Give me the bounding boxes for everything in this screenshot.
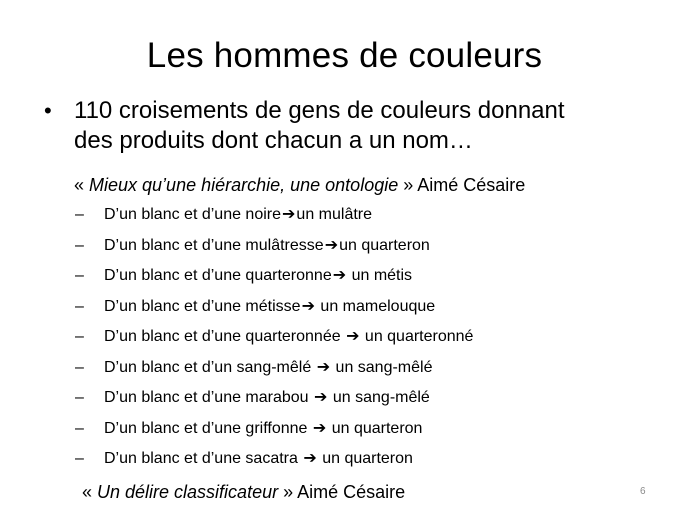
crossing-parents: D’un blanc et d’une sacatra — [104, 450, 303, 467]
arrow-right-icon: ➔ — [332, 267, 347, 284]
list-dash: – — [75, 389, 84, 406]
list-item — [75, 357, 675, 388]
arrow-right-icon: ➔ — [301, 297, 315, 315]
list-item-text — [104, 265, 412, 287]
crossing-result: un quarteronné — [360, 328, 474, 345]
arrow-right-icon: ➔ — [312, 419, 327, 437]
crossing-parents: D’un blanc et d’une mulâtresse — [104, 236, 324, 254]
list-item-text — [104, 418, 422, 440]
crossing-result: un sang-mêlé — [328, 389, 430, 406]
list-item — [75, 296, 675, 327]
quote-open: « — [74, 175, 90, 195]
list-dash: – — [75, 267, 84, 284]
quote-ontologie — [74, 173, 525, 197]
list-dash: – — [75, 236, 84, 254]
list-item-text — [104, 448, 413, 470]
quote-italic-text: Un délire classificateur — [97, 482, 279, 502]
list-item — [75, 448, 675, 479]
list-dash: – — [75, 297, 84, 315]
arrow-right-icon: ➔ — [314, 389, 328, 406]
crossing-parents: D’un blanc et d’un sang-mêlé — [104, 358, 316, 376]
crossing-parents: D’un blanc et d’une quarteronne — [104, 267, 332, 284]
list-dash: – — [75, 358, 84, 376]
list-dash: – — [75, 419, 84, 437]
list-item — [75, 387, 675, 418]
list-dash: – — [75, 450, 84, 467]
crossing-parents: D’un blanc et d’une quarteronnée — [104, 328, 346, 345]
quote-classificateur — [82, 480, 405, 504]
crossing-result: un quarteron — [317, 450, 413, 467]
crossing-result: un mamelouque — [315, 297, 436, 315]
crossing-result: un quarteron — [339, 236, 430, 254]
crossing-result: un métis — [347, 267, 413, 284]
list-dash: – — [75, 328, 84, 345]
main-bullet-line-2: des produits dont chacun a un nom… — [74, 127, 473, 154]
arrow-right-icon: ➔ — [282, 206, 296, 223]
crossing-list — [75, 204, 675, 479]
slide-title: Les hommes de couleurs — [146, 36, 543, 75]
crossing-result: un mulâtre — [296, 206, 373, 223]
list-dash: – — [75, 206, 84, 223]
list-item-text — [104, 357, 432, 379]
list-item-text — [104, 296, 435, 318]
list-item-text — [104, 326, 473, 348]
list-item — [75, 418, 675, 449]
quote-attribution: » Aimé Césaire — [278, 482, 406, 502]
crossing-result: un quarteron — [327, 419, 423, 437]
main-bullet-text — [74, 96, 674, 156]
arrow-right-icon: ➔ — [303, 450, 317, 467]
arrow-right-icon: ➔ — [316, 358, 331, 376]
list-item — [75, 204, 675, 235]
arrow-right-icon: ➔ — [324, 236, 339, 254]
quote-italic-text: Mieux qu’une hiérarchie, une ontologie — [89, 175, 399, 195]
crossing-parents: D’un blanc et d’une griffonne — [104, 419, 312, 437]
crossing-result: un sang-mêlé — [331, 358, 433, 376]
page-number: 6 — [640, 486, 646, 497]
list-item-text — [104, 387, 430, 409]
list-item — [75, 235, 675, 266]
list-item — [75, 265, 675, 296]
arrow-right-icon: ➔ — [346, 328, 360, 345]
main-bullet-line-1: 110 croisements de gens de couleurs donnant — [74, 97, 565, 124]
list-item-text — [104, 235, 430, 257]
list-item — [75, 326, 675, 357]
crossing-parents: D’un blanc et d’une métisse — [104, 297, 301, 315]
bullet-marker: • — [44, 98, 52, 123]
list-item-text — [104, 204, 372, 226]
quote-open: « — [82, 482, 98, 502]
crossing-parents: D’un blanc et d’une noire — [104, 206, 282, 223]
quote-attribution: » Aimé Césaire — [398, 175, 526, 195]
crossing-parents: D’un blanc et d’une marabou — [104, 389, 314, 406]
